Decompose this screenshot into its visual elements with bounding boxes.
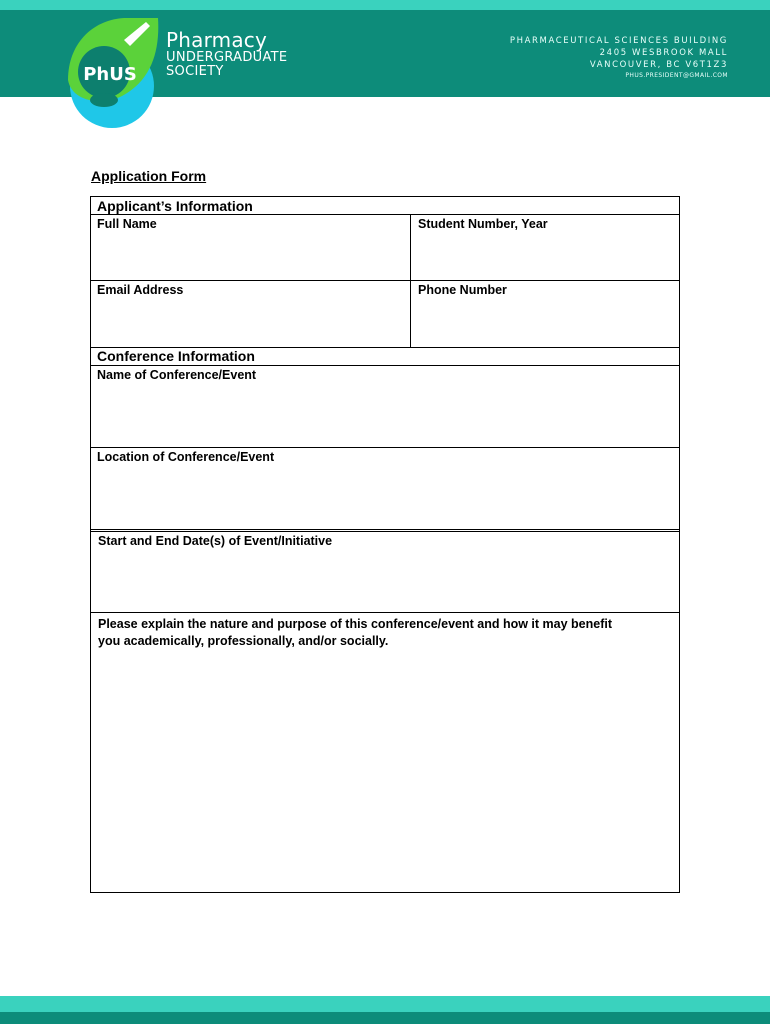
email-field[interactable]: Email Address: [97, 283, 184, 297]
divider: [90, 529, 680, 530]
header-top-stripe: [0, 0, 770, 10]
footer-stripe-dark: [0, 1012, 770, 1024]
logo-text: PhUS: [83, 64, 137, 85]
address-block: [510, 35, 728, 81]
divider: [90, 214, 680, 215]
explanation-line-1: Please explain the nature and purpose of this conference/event and how it may benefit: [98, 617, 613, 631]
divider: [90, 612, 680, 613]
explanation-field[interactable]: [98, 616, 612, 650]
brand-line-2: UNDERGRADUATE: [166, 50, 288, 65]
phus-logo-icon: [62, 14, 162, 132]
divider: [90, 280, 680, 281]
address-line-3: VANCOUVER, BC V6T1Z3: [589, 60, 728, 70]
dates-field[interactable]: Start and End Date(s) of Event/Initiative: [98, 534, 333, 548]
applicant-section-title: Applicant’s Information: [97, 198, 253, 214]
full-name-field[interactable]: Full Name: [97, 217, 157, 231]
divider: [90, 447, 680, 448]
phone-field[interactable]: Phone Number: [418, 283, 507, 297]
student-number-field[interactable]: Student Number, Year: [418, 217, 548, 231]
conference-section-title: Conference Information: [97, 348, 255, 364]
brand-name: [166, 30, 287, 78]
divider: [410, 214, 411, 348]
brand-line-1: Pharmacy: [166, 28, 268, 52]
explanation-line-2: you academically, professionally, and/or socially.: [98, 634, 389, 648]
divider: [90, 365, 680, 366]
divider: [90, 531, 680, 532]
footer-stripe-light: [0, 996, 770, 1012]
contact-email: PHUS.PRESIDENT@GMAIL.COM: [625, 72, 728, 79]
form-title: Application Form: [91, 168, 207, 184]
address-line-2: 2405 WESBROOK MALL: [599, 48, 728, 58]
conference-name-field[interactable]: Name of Conference/Event: [97, 368, 257, 382]
brand-line-3: SOCIETY: [166, 64, 224, 79]
location-field[interactable]: Location of Conference/Event: [97, 450, 275, 464]
address-line-1: PHARMACEUTICAL SCIENCES BUILDING: [509, 36, 728, 46]
applicant-section: [90, 196, 680, 348]
